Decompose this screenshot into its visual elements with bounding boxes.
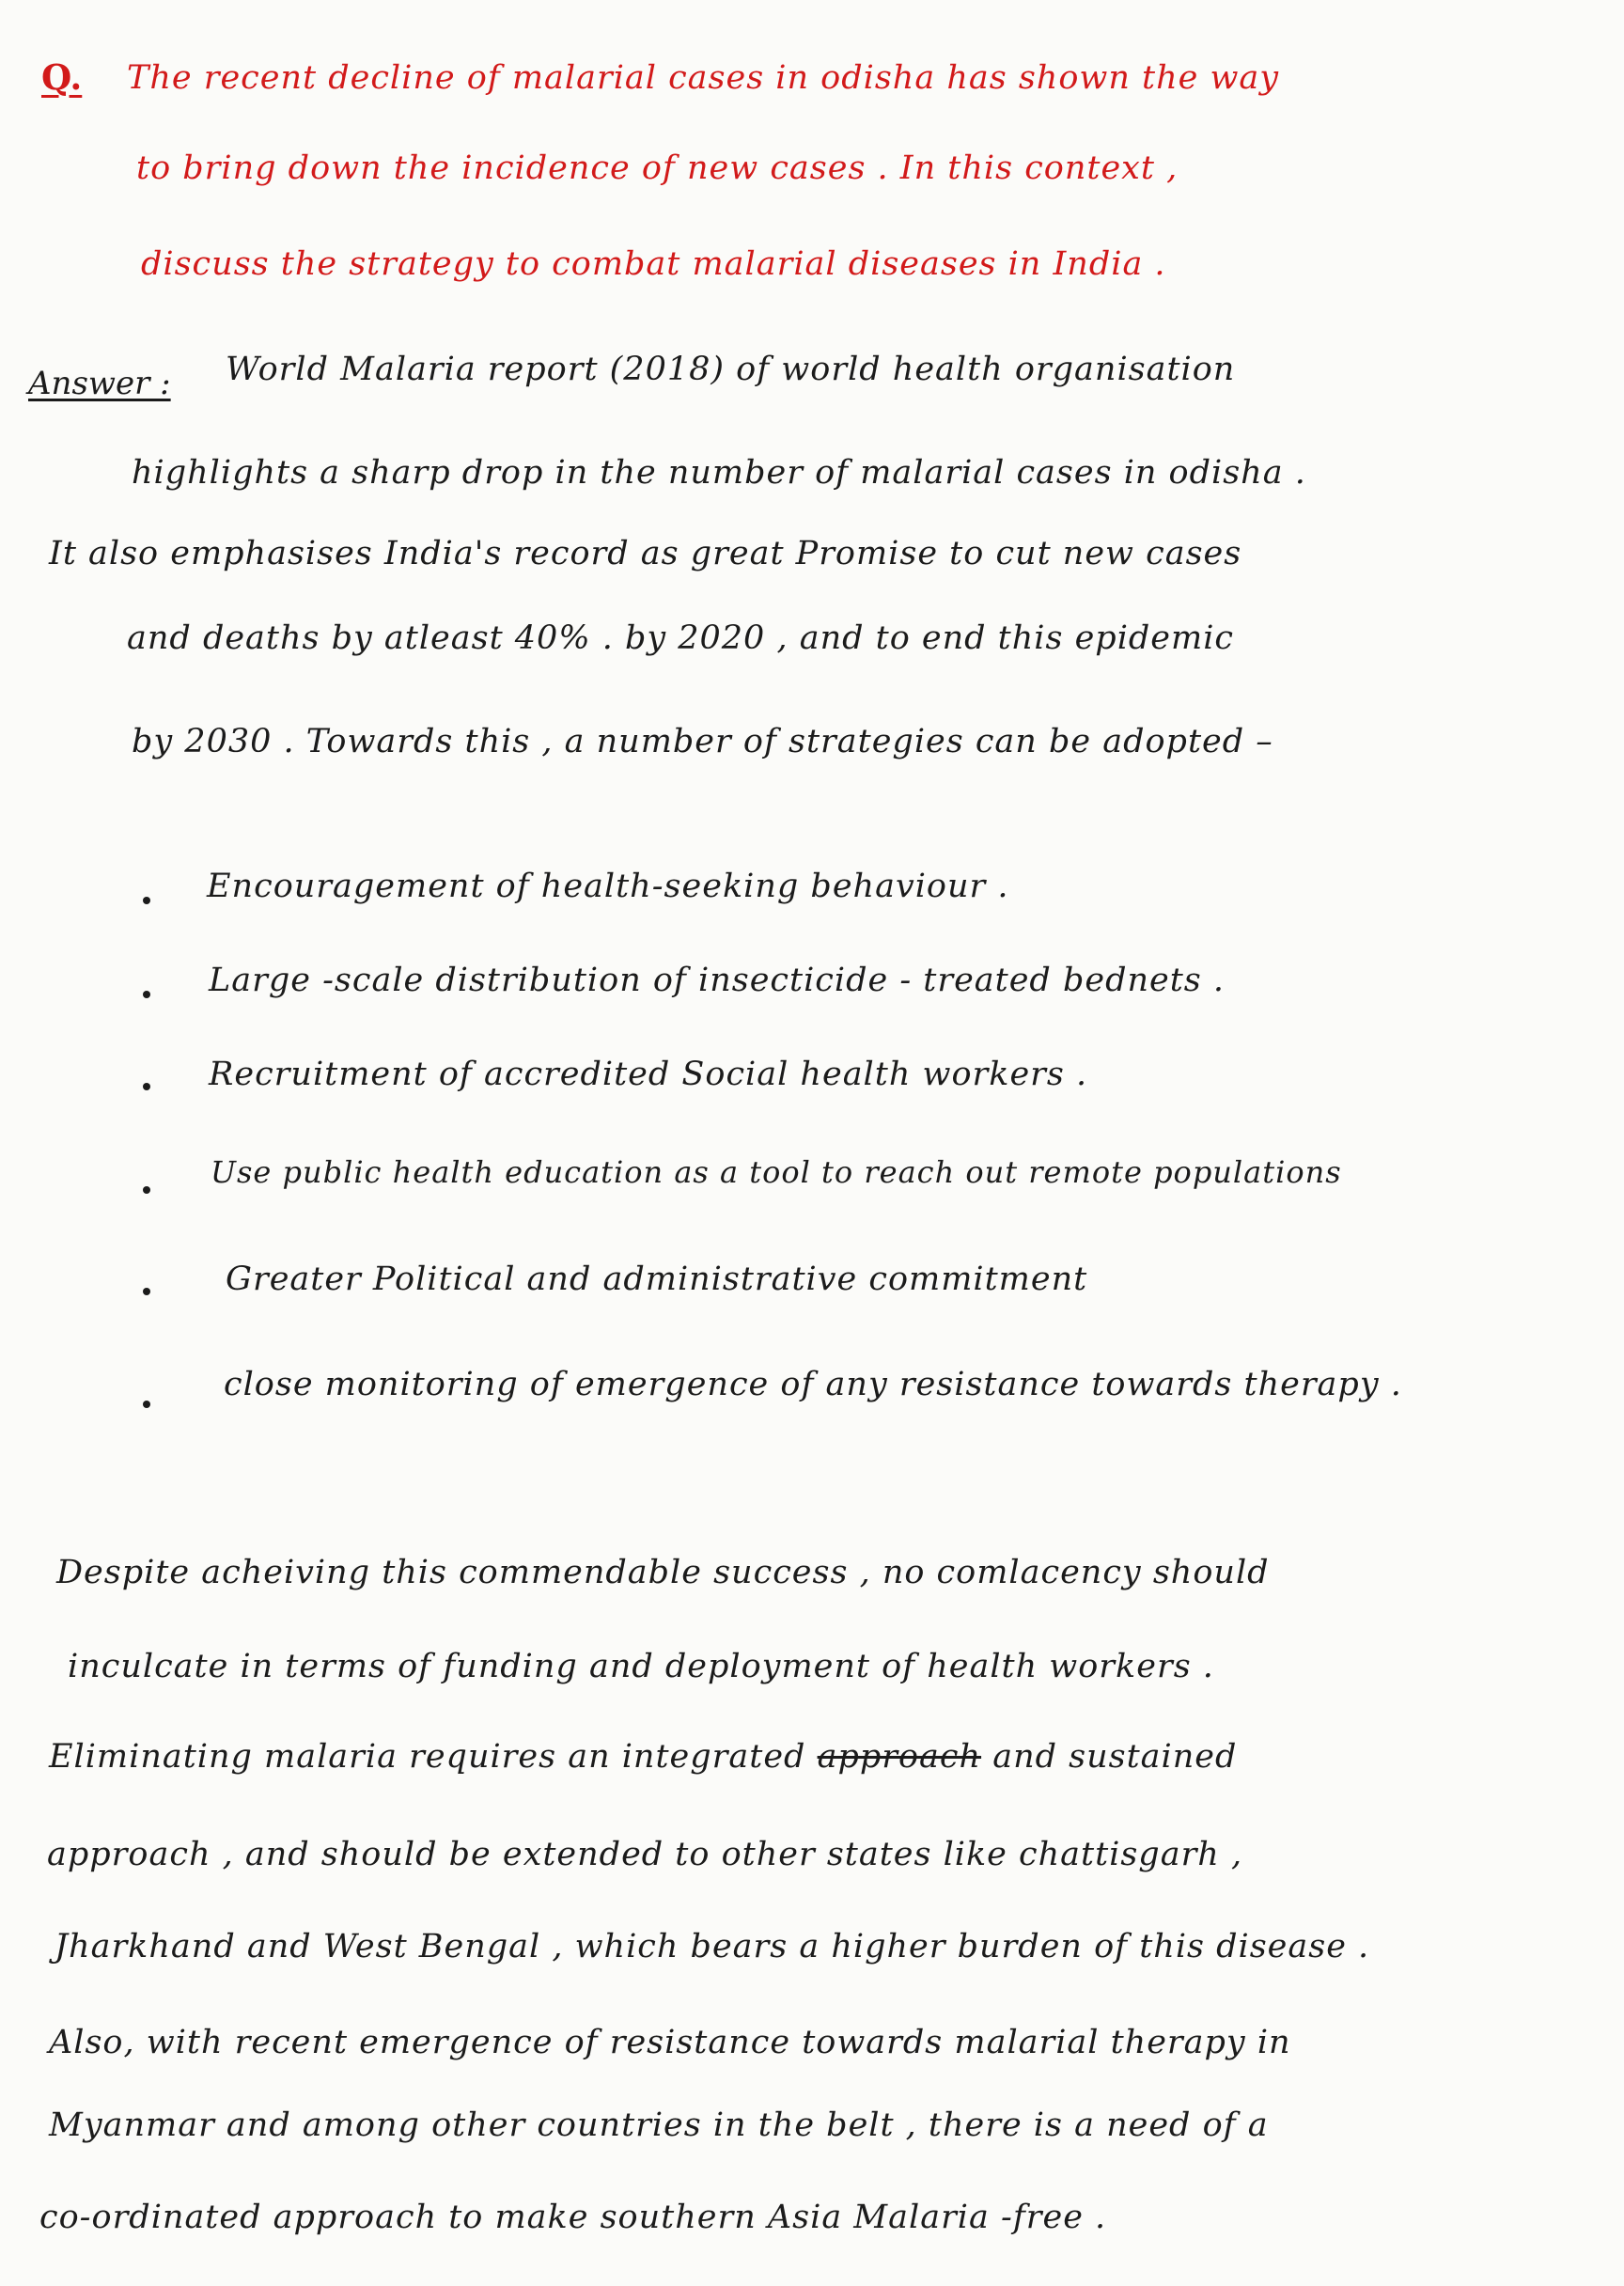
answer-line: It also emphasises India's record as great Promise to cut new cases: [49, 535, 1242, 572]
bullet-item: Use public health education as a tool to reach out remote populations: [211, 1154, 1342, 1190]
bullet-item: Large -scale distribution of insecticide - treated bednets .: [209, 962, 1226, 999]
bullet-item: Recruitment of accredited Social health workers .: [209, 1056, 1088, 1093]
bullet-dot-icon: [143, 897, 150, 904]
conclusion-line: Myanmar and among other countries in the belt , there is a need of a: [49, 2106, 1269, 2144]
answer-line: highlights a sharp drop in the number of malarial cases in odisha .: [132, 454, 1306, 492]
conclusion-line: approach , and should be extended to other states like chattisgarh ,: [47, 1836, 1243, 1873]
answer-line: World Malaria report (2018) of world health organisation: [226, 351, 1236, 388]
conclusion-line: Jharkhand and West Bengal , which bears a higher burden of this disease .: [55, 1928, 1370, 1965]
conclusion-line: co-ordinated approach to make southern Asia Malaria -free .: [39, 2199, 1107, 2236]
bullet-dot-icon: [143, 1401, 150, 1408]
conclusion-line: Despite acheiving this commendable success , no comlacency should: [56, 1554, 1270, 1591]
answer-label: Answer :: [28, 365, 171, 402]
conclusion-text: Eliminating malaria requires an integrated: [49, 1738, 806, 1776]
bullet-dot-icon: [143, 1186, 150, 1194]
bullet-dot-icon: [143, 1083, 150, 1090]
answer-line: and deaths by atleast 40% . by 2020 , and to end this epidemic: [127, 619, 1234, 657]
answer-line: by 2030 . Towards this , a number of strategies can be adopted –: [132, 723, 1273, 760]
question-line: to bring down the incidence of new cases . In this context ,: [136, 149, 1179, 187]
question-marker: Q.: [41, 56, 83, 98]
conclusion-line: [49, 1737, 1237, 1777]
bullet-item: Encouragement of health-seeking behaviour .: [207, 868, 1009, 905]
bullet-dot-icon: [143, 991, 150, 998]
conclusion-line: inculcate in terms of funding and deployment of health workers .: [68, 1648, 1214, 1685]
bullet-dot-icon: [143, 1288, 150, 1295]
struck-out-word: approach: [817, 1738, 982, 1776]
question-line: The recent decline of malarial cases in odisha has shown the way: [127, 59, 1280, 97]
bullet-item: Greater Political and administrative commitment: [226, 1260, 1088, 1298]
conclusion-line: Also, with recent emergence of resistance towards malarial therapy in: [49, 2024, 1291, 2061]
bullet-item: close monitoring of emergence of any resistance towards therapy .: [224, 1366, 1402, 1403]
conclusion-text: and sustained: [992, 1738, 1238, 1776]
question-line: discuss the strategy to combat malarial diseases in India .: [141, 245, 1166, 283]
